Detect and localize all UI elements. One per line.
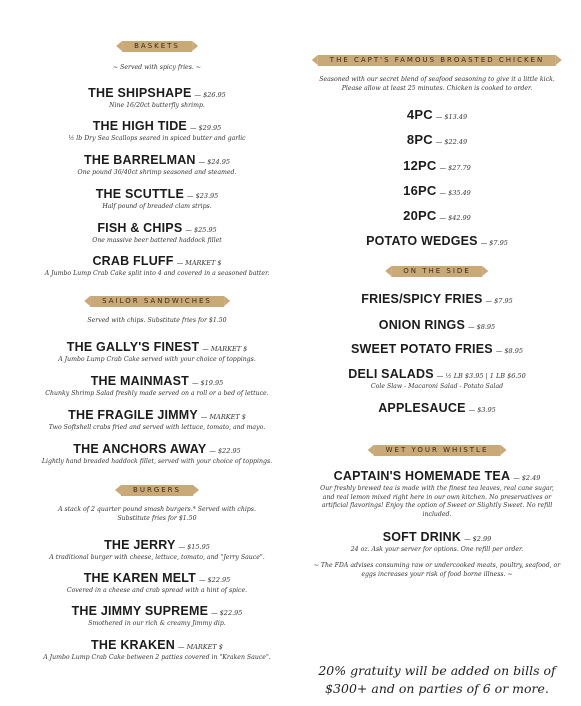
item-name: 4PC — [406, 107, 433, 122]
item-price: — ½ LB $3.95 | 1 LB $6.50 — [436, 372, 526, 380]
menu-item — [22, 149, 292, 178]
menu-item — [22, 438, 292, 467]
item-price: — $22.95 — [211, 609, 243, 617]
item-desc: Two Softshell crabs fried and served with lettuce, tomato, and mayo. — [48, 424, 266, 431]
item-price: — MARKET $ — [202, 345, 248, 353]
item-price: — $2.99 — [464, 535, 492, 543]
item-price: — MARKET $ — [200, 413, 246, 421]
menu-item — [302, 314, 572, 333]
item-price: — $22.95 — [209, 447, 241, 455]
fda-advisory: ~ The FDA advises consuming raw or undercooked meats, poultry, seafood, or eggs increases your risk of food borne illness. ~ — [313, 562, 561, 578]
item-desc: A Jumbo Lump Crab Cake served with your choice of toppings. — [58, 356, 256, 363]
menu-item — [22, 634, 292, 663]
menu-item — [302, 465, 572, 519]
menu-item — [22, 600, 292, 629]
item-name: THE SHIPSHAPE — [88, 86, 192, 100]
item-name: THE KRAKEN — [91, 638, 175, 652]
chicken-note: Seasoned with our secret blend of seafood seasoning to give it a little kick. Please allow at least 25 minutes. Chicken is cooked to order. — [319, 76, 555, 92]
item-price: — $2.49 — [513, 474, 541, 482]
item-desc: Covered in a cheese and crab spread with a hint of spice. — [66, 587, 248, 594]
item-desc: Our freshly brewed tea is made with the finest tea leaves, real cane sugar, and real lemon mixed right here in our own kitchen. No preservatives or artificial flavorings! Enjoy the option of Sweet or Slightly Sweet. No refill included. — [320, 485, 554, 518]
item-price: — $26.95 — [194, 91, 226, 99]
item-price: — $25.95 — [185, 226, 217, 234]
item-name: FISH & CHIPS — [97, 221, 183, 235]
item-desc: Nine 16/20ct butterfly shrimp. — [109, 102, 205, 109]
item-price: — $29.95 — [189, 124, 222, 132]
item-price: — $22.95 — [198, 576, 231, 584]
menu-item — [302, 363, 572, 392]
item-name: THE BARRELMAN — [84, 153, 196, 167]
item-desc: Cole Slaw - Macaroni Salad - Potato Salad — [370, 383, 504, 390]
baskets-banner: BASKETS — [122, 41, 192, 52]
item-price: — $7.95 — [480, 239, 508, 247]
item-price: — $35.49 — [439, 189, 471, 197]
menu-item — [22, 336, 292, 365]
menu-item — [302, 155, 572, 174]
item-price: — $24.95 — [198, 158, 230, 166]
item-price: — $7.95 — [485, 297, 513, 305]
item-name: THE SCUTTLE — [95, 187, 184, 201]
item-price: — $27.79 — [439, 164, 471, 172]
item-name: THE MAINMAST — [90, 374, 189, 388]
item-name: 12PC — [403, 158, 437, 173]
menu-item — [22, 82, 292, 111]
item-desc: A Jumbo Lump Crab Cake between 2 patties covered in "Kraken Sauce". — [43, 654, 271, 661]
item-name: CRAB FLUFF — [92, 254, 174, 268]
item-price: — MARKET $ — [178, 643, 223, 651]
menu-item — [302, 129, 572, 148]
item-price: — $13.49 — [435, 113, 468, 121]
item-price: — $19.95 — [191, 379, 224, 387]
menu-item — [22, 404, 292, 433]
item-desc: A Jumbo Lump Crab Cake split into 4 and covered in a seasoned batter. — [44, 270, 270, 277]
item-name: THE FRAGILE JIMMY — [68, 408, 198, 422]
item-desc: A traditional burger with cheese, lettuce, tomato, and "Jerry Sauce". — [49, 554, 265, 561]
item-name: APPLESAUCE — [378, 401, 466, 415]
item-price: — MARKET $ — [176, 259, 222, 267]
item-desc: 24 oz. Ask your server for options. One refill per order. — [350, 546, 524, 553]
sandwiches-banner: SAILOR SANDWICHES — [90, 296, 224, 307]
item-name: SOFT DRINK — [382, 530, 462, 544]
burgers-banner: BURGERS — [121, 485, 193, 496]
item-name: THE JERRY — [104, 538, 176, 552]
menu-item — [302, 180, 572, 199]
menu-item — [302, 397, 572, 416]
burgers-note: A stack of 2 quarter pound smash burgers.* Served with chips. Substitute fries for $1.50 — [58, 506, 256, 522]
menu-item — [22, 250, 292, 279]
sandwiches-note: Served with chips. Substitute fries for $1.50 — [87, 317, 227, 324]
item-name: THE KAREN MELT — [83, 571, 196, 585]
item-name: 20PC — [403, 208, 437, 223]
menu-item — [22, 115, 292, 144]
whistle-banner: WET YOUR WHISTLE — [374, 445, 501, 456]
item-price: — $8.95 — [495, 347, 523, 355]
item-name: 8PC — [406, 132, 433, 147]
item-desc: One pound 36/40ct shrimp seasoned and steamed. — [77, 169, 237, 176]
item-name: THE GALLY'S FINEST — [66, 340, 200, 354]
menu-item — [22, 534, 292, 563]
item-name: FRIES/SPICY FRIES — [361, 292, 483, 306]
side-banner: ON THE SIDE — [391, 266, 482, 277]
item-name: 16PC — [403, 183, 437, 198]
item-price: — $3.95 — [468, 406, 496, 414]
item-desc: Lightly hand breaded haddock fillet, served with your choice of toppings. — [41, 458, 273, 465]
item-desc: ½ lb Dry Sea Scallops seared in spiced butter and garlic — [68, 135, 246, 142]
item-price: — $15.95 — [178, 543, 210, 551]
item-desc: Chunky Shrimp Salad freshly made served on a roll or a bed of lettuce. — [45, 390, 269, 397]
item-desc: Half pound of breaded clam strips. — [102, 203, 212, 210]
menu-item — [302, 338, 572, 357]
item-name: THE JIMMY SUPREME — [71, 604, 209, 618]
item-name: ONION RINGS — [378, 318, 466, 332]
menu-item — [22, 567, 292, 596]
menu-item — [22, 183, 292, 212]
menu-item — [22, 217, 292, 246]
item-name: THE ANCHORS AWAY — [73, 442, 207, 456]
chicken-banner: THE CAPT'S FAMOUS BROASTED CHICKEN — [318, 55, 556, 66]
baskets-note: ~ Served with spicy fries. ~ — [112, 64, 202, 71]
menu-item — [302, 526, 572, 555]
menu-item — [22, 370, 292, 399]
item-desc: Smothered in our rich & creamy Jimmy dip. — [88, 620, 226, 627]
item-name: CAPTAIN'S HOMEMADE TEA — [333, 469, 511, 483]
menu-item — [302, 230, 572, 249]
item-name: DELI SALADS — [348, 367, 434, 381]
item-price: — $42.99 — [439, 214, 471, 222]
item-price: — $22.49 — [435, 138, 468, 146]
menu-item — [302, 288, 572, 307]
item-price: — $8.95 — [468, 323, 496, 331]
menu-item — [302, 205, 572, 224]
item-price: — $23.95 — [187, 192, 219, 200]
menu-item — [302, 104, 572, 123]
item-desc: One massive beer battered haddock fillet — [92, 237, 222, 244]
gratuity-note: 20% gratuity will be added on bills of $300+ and on parties of 6 or more. — [318, 663, 556, 696]
item-name: POTATO WEDGES — [366, 234, 478, 248]
item-name: THE HIGH TIDE — [92, 119, 187, 133]
item-name: SWEET POTATO FRIES — [351, 342, 493, 356]
